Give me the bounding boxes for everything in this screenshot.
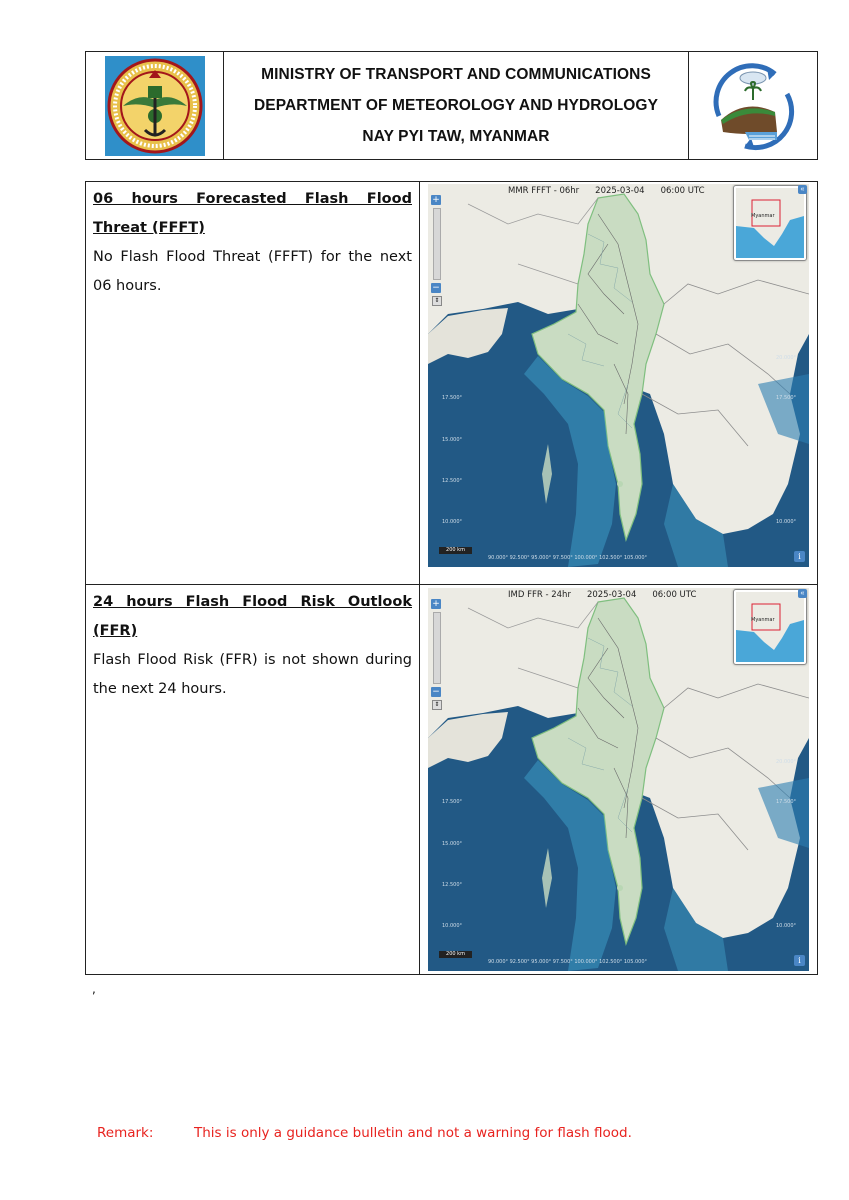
svg-text:10.000°: 10.000° xyxy=(776,923,796,929)
forecast-map[interactable] xyxy=(428,184,809,567)
svg-text:17.500°: 17.500° xyxy=(442,799,462,805)
inset-toggle-button[interactable]: « xyxy=(798,185,807,194)
ministry-name: MINISTRY OF TRANSPORT AND COMMUNICATIONS xyxy=(261,66,651,83)
svg-text:90.000° 92.500° 95.000°: 90.000° 92.500° 95.000° 97.500° 100.000° 102.500° 105.000° xyxy=(488,555,648,561)
svg-text:10.000°: 10.000° xyxy=(442,923,462,929)
svg-text:17.500°: 17.500° xyxy=(776,799,796,805)
svg-text:20.000°: 20.000° xyxy=(776,759,796,765)
svg-text:10.000°: 10.000° xyxy=(776,519,796,525)
section-heading: 24 hours Flash Flood Risk Outlook (FFR) xyxy=(93,594,412,639)
letterhead xyxy=(85,51,818,160)
remark-note xyxy=(97,1125,632,1141)
zoom-slider[interactable] xyxy=(433,208,441,280)
section-body: No Flash Flood Threat (FFFT) for the next 06 hours. xyxy=(93,249,412,294)
zoom-in-button[interactable]: + xyxy=(432,195,440,205)
right-logo-cell xyxy=(688,52,817,159)
department-name: DEPARTMENT OF METEOROLOGY AND HYDROLOGY xyxy=(253,97,659,114)
zoom-out-button[interactable]: − xyxy=(432,687,440,697)
overview-inset-map[interactable]: Myanmar « xyxy=(733,185,807,261)
zoom-extent-button[interactable]: ⇕ xyxy=(432,700,442,710)
zoom-extent-button[interactable]: ⇕ xyxy=(432,296,442,306)
forecast-text-cell xyxy=(86,182,420,584)
map-timestamp: IMD FFR - 24hr 2025-03-04 06:00 UTC xyxy=(508,590,697,600)
location: NAY PYI TAW, MYANMAR xyxy=(362,128,550,145)
letterhead-title xyxy=(224,52,688,159)
overview-inset-map[interactable]: Myanmar « xyxy=(733,589,807,665)
info-icon[interactable]: i xyxy=(794,551,805,562)
zoom-in-button[interactable]: + xyxy=(432,599,440,609)
svg-text:12.500°: 12.500° xyxy=(442,478,462,484)
stray-mark: , xyxy=(92,982,96,996)
scale-bar: 200 km xyxy=(439,951,472,958)
ministry-emblem-icon xyxy=(105,56,205,156)
svg-text:20.000°: 20.000° xyxy=(776,355,796,361)
map-timestamp: MMR FFFT - 06hr 2025-03-04 06:00 UTC xyxy=(508,186,705,196)
section-heading: 06 hours Forecasted Flash Flood Threat (FFFT) xyxy=(93,191,412,236)
table-row xyxy=(86,182,817,585)
hydrological-cycle-icon xyxy=(705,58,801,154)
section-body: Flash Flood Risk (FFR) is not shown during the next 24 hours. xyxy=(93,652,412,697)
svg-text:15.000°: 15.000° xyxy=(442,437,462,443)
zoom-slider[interactable] xyxy=(433,612,441,684)
overview-map-canvas xyxy=(734,186,806,260)
svg-text:15.000°: 15.000° xyxy=(442,841,462,847)
forecast-table xyxy=(85,181,818,975)
scale-bar: 200 km xyxy=(439,547,472,554)
zoom-control xyxy=(431,599,441,710)
svg-text:90.000° 92.500° 95.000°: 90.000° 92.500° 95.000° 97.500° 100.000° 102.500° 105.000° xyxy=(488,959,648,965)
left-logo-cell xyxy=(86,52,224,159)
zoom-out-button[interactable]: − xyxy=(432,283,440,293)
inset-toggle-button[interactable]: « xyxy=(798,589,807,598)
zoom-control xyxy=(431,195,441,306)
svg-text:17.500°: 17.500° xyxy=(442,395,462,401)
svg-text:17.500°: 17.500° xyxy=(776,395,796,401)
remark-text: This is only a guidance bulletin and not a warning for flash flood. xyxy=(194,1125,632,1141)
remark-label: Remark: xyxy=(97,1125,154,1141)
svg-text:12.500°: 12.500° xyxy=(442,882,462,888)
svg-text:10.000°: 10.000° xyxy=(442,519,462,525)
table-row xyxy=(86,585,817,974)
forecast-text-cell xyxy=(86,585,420,974)
info-icon[interactable]: i xyxy=(794,955,805,966)
risk-outlook-map[interactable] xyxy=(428,588,809,971)
overview-map-canvas xyxy=(734,590,806,664)
